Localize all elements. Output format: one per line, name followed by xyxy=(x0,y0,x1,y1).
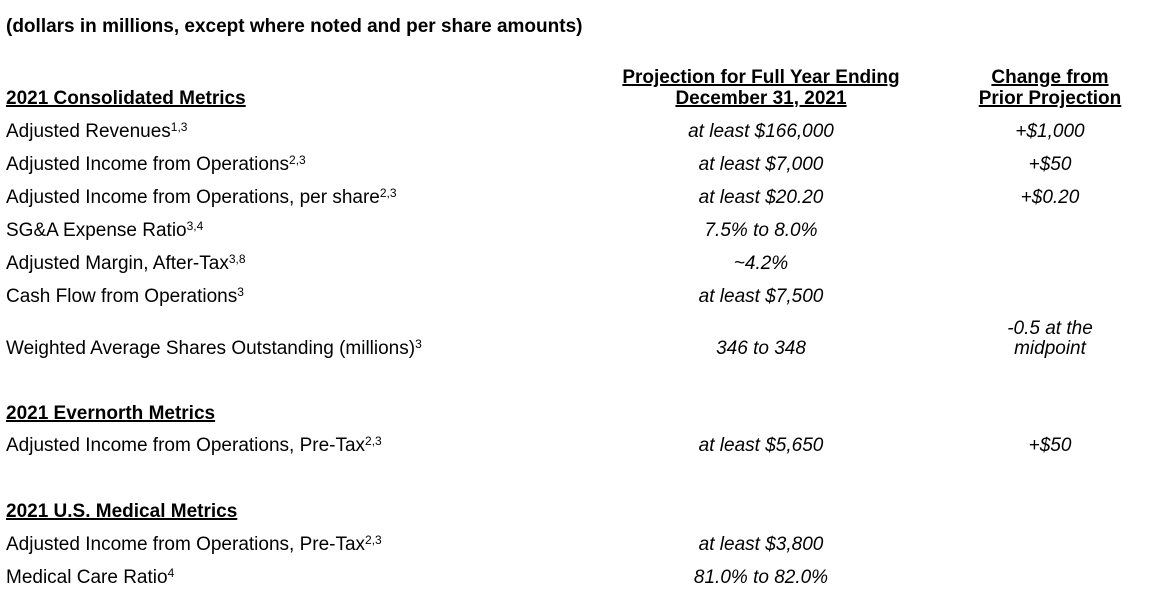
row-label-us-medical-adjusted-income-pretax: Adjusted Income from Operations, Pre-Tax$^{2,3}$ xyxy=(6,533,382,555)
change-weighted-average-shares xyxy=(940,319,1149,359)
row-label-adjusted-income-operations: Adjusted Income from Operations$^{2,3}$ xyxy=(6,153,306,175)
section-title-us-medical: 2021 U.S. Medical Metrics xyxy=(6,501,238,522)
row-label-medical-care-ratio: Medical Care Ratio$^4$ xyxy=(6,566,175,588)
projection-adjusted-income-operations: at least $7,000 xyxy=(698,154,824,175)
projection-adjusted-margin: ~4.2% xyxy=(733,253,789,274)
row-label-adjusted-revenues: Adjusted Revenues$^{1,3}$ xyxy=(6,120,188,142)
change-adjusted-income-operations: +$50 xyxy=(1028,154,1072,175)
change-header-line2: Prior Projection xyxy=(978,88,1122,109)
change-adjusted-revenues: +$1,000 xyxy=(1015,121,1085,142)
projection-header-line2: December 31, 2021 xyxy=(675,88,847,109)
row-label-evernorth-adjusted-income-pretax: Adjusted Income from Operations, Pre-Tax$^{2,3}$ xyxy=(6,434,382,456)
change-adjusted-income-per-share: +$0.20 xyxy=(1020,187,1080,208)
row-label-weighted-average-shares: Weighted Average Shares Outstanding (millions)$^3$ xyxy=(6,337,422,359)
projection-adjusted-income-per-share: at least $20.20 xyxy=(698,187,824,208)
change-header-line1: Change from xyxy=(991,67,1109,88)
projection-us-medical-adjusted-income-pretax: at least $3,800 xyxy=(698,534,824,555)
projection-header-line1: Projection for Full Year Ending xyxy=(622,67,900,88)
projection-medical-care-ratio: 81.0% to 82.0% xyxy=(693,567,829,588)
projection-weighted-average-shares: 346 to 348 xyxy=(716,338,806,359)
section-title-consolidated: 2021 Consolidated Metrics xyxy=(6,88,246,109)
projection-sga-expense-ratio: 7.5% to 8.0% xyxy=(704,220,818,241)
projection-evernorth-adjusted-income-pretax: at least $5,650 xyxy=(698,435,824,456)
section-title-evernorth: 2021 Evernorth Metrics xyxy=(6,403,216,424)
change-weighted-average-shares-line2: midpoint xyxy=(1014,338,1086,359)
row-label-sga-expense-ratio: SG&A Expense Ratio$^{3,4}$ xyxy=(6,219,204,241)
row-label-cash-flow-operations: Cash Flow from Operations$^3$ xyxy=(6,285,244,307)
change-weighted-average-shares-line1: -0.5 at the xyxy=(1007,318,1093,339)
change-evernorth-adjusted-income-pretax: +$50 xyxy=(1028,435,1072,456)
projection-adjusted-revenues: at least $166,000 xyxy=(688,121,834,142)
units-note: (dollars in millions, except where noted and per share amounts) xyxy=(6,16,583,37)
row-label-adjusted-margin: Adjusted Margin, After-Tax$^{3,8}$ xyxy=(6,252,246,274)
projection-column-header xyxy=(581,67,941,109)
projection-cash-flow-operations: at least $7,500 xyxy=(698,286,824,307)
row-label-adjusted-income-per-share: Adjusted Income from Operations, per share$^{2,3}$ xyxy=(6,186,397,208)
change-column-header xyxy=(940,67,1149,109)
